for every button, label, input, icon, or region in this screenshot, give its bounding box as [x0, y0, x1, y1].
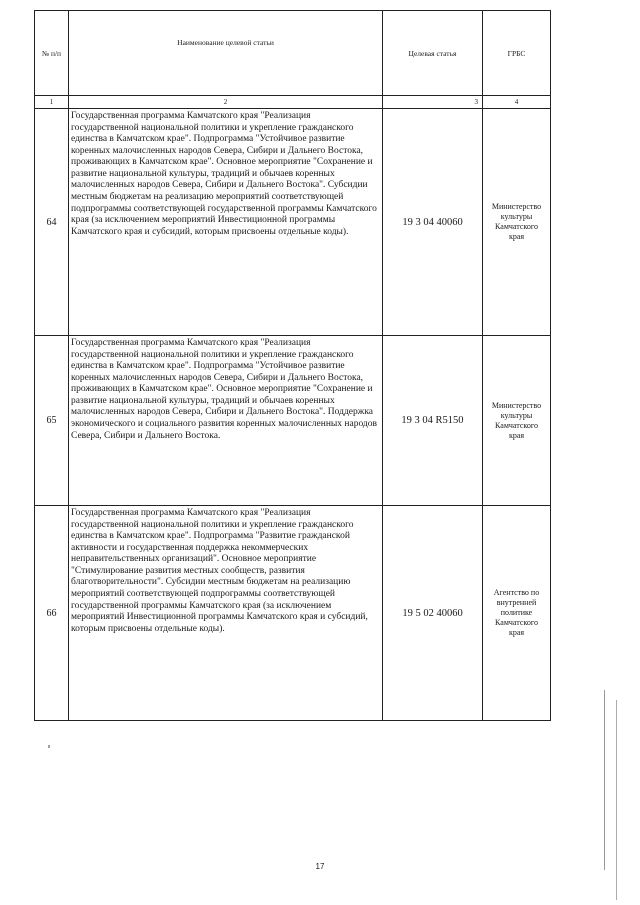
row-number: 66	[35, 506, 69, 721]
table-header	[35, 11, 551, 109]
column-number-3: 3	[383, 96, 483, 109]
table-row	[35, 336, 551, 506]
grbs-name: Агентство по внутренней политике Камчатского края	[483, 506, 551, 721]
budget-target-articles-table	[34, 10, 551, 721]
column-number-1: 1	[35, 96, 69, 109]
target-article-code: 19 3 04 40060	[383, 109, 483, 336]
table-row	[35, 109, 551, 336]
column-number-2: 2	[69, 96, 383, 109]
scan-artifact-mark	[48, 745, 50, 748]
scan-artifact-line	[604, 690, 605, 870]
page-number: 17	[315, 862, 325, 871]
row-number: 64	[35, 109, 69, 336]
header-grbs: ГРБС	[483, 11, 551, 96]
header-name: Наименование целевой статьи	[69, 11, 383, 96]
grbs-name: Министерство культуры Камчатского края	[483, 336, 551, 506]
column-number-4: 4	[483, 96, 551, 109]
header-code: Целевая статья	[383, 11, 483, 96]
header-num: № п/п	[35, 11, 69, 96]
row-number: 65	[35, 336, 69, 506]
table-row	[35, 506, 551, 721]
column-numbers-row	[35, 96, 551, 109]
target-article-code: 19 5 02 40060	[383, 506, 483, 721]
grbs-name: Министерство культуры Камчатского края	[483, 109, 551, 336]
target-article-name: Государственная программа Камчатского края "Реализация государственной национальной политики и укрепление гражданского единства в Камчатском крае". Подпрограмма "Устойчивое развитие коренных малочисленных народов Севера, Сибири и Дальнего Востока, проживающих в Камчатском крае". Основное мероприятие "Сохранение и развитие национальной культуры, традиций и обычаев коренных малочисленных народов Севера, Сибири и Дальнего Востока". Поддержка экономического и социального развития коренных малочисленных народов Севера, Сибири и Дальнего Востока.	[69, 336, 383, 506]
target-article-code: 19 3 04 R5150	[383, 336, 483, 506]
target-article-name: Государственная программа Камчатского края "Реализация государственной национальной политики и укрепление гражданского единства в Камчатском крае". Подпрограмма "Развитие гражданской активности и государственная поддержка некоммерческих неправительственных организаций". Основное мероприятие "Стимулирование развития местных сообществ, развития благотворительности". Субсидии местным бюджетам на реализацию мероприятий соответствующей подпрограммы соответствующей государственной программы Камчатского края (за исключением мероприятий Инвестиционной программы Камчатского края и субсидий, которым присвоены отдельные коды).	[69, 506, 383, 721]
target-article-name: Государственная программа Камчатского края "Реализация государственной национальной политики и укрепление гражданского единства в Камчатском крае". Подпрограмма "Устойчивое развитие коренных малочисленных народов Севера, Сибири и Дальнего Востока, проживающих в Камчатском крае". Основное мероприятие "Сохранение и развитие национальной культуры, традиций и обычаев коренных малочисленных народов Севера, Сибири и Дальнего Востока". Субсидии местным бюджетам на реализацию мероприятий соответствующей подпрограммы соответствующей государственной программы Камчатского края (за исключением мероприятий Инвестиционной программы Камчатского края и субсидий, которым присвоены отдельные коды).	[69, 109, 383, 336]
